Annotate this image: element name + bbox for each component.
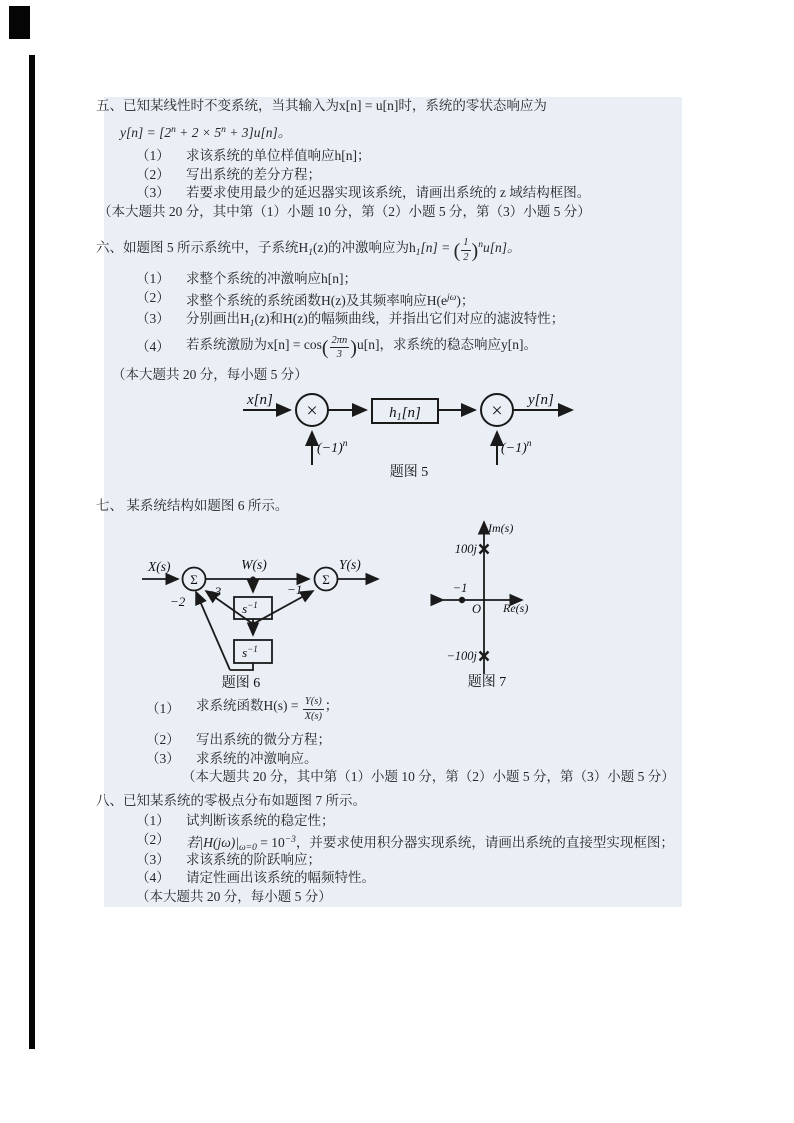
- fig7-origin-label: O: [472, 602, 482, 616]
- fig7-im-axis-label: Im(s): [488, 521, 514, 535]
- fig7-zero-marker: [459, 597, 465, 603]
- question-7-score-note: （本大题共 20 分，其中第（1）小题 10 分，第（2）小题 5 分，第（3）小题 5 分）: [182, 769, 675, 784]
- fig5-output-label: y[n]: [528, 392, 554, 408]
- question-6-item-3: （3） 分别画出$H_1(z)$和H(z)的幅频曲线，并指出它们对应的滤波特性；: [136, 311, 565, 329]
- figure-6-svg: [140, 553, 385, 693]
- fig5-multiply-icon: ×: [306, 400, 318, 422]
- question-5-item-1: （1） 求该系统的单位样值响应h[n]；: [136, 148, 371, 163]
- question-8-score-note: （本大题共 20 分，每小题 5 分）: [136, 888, 332, 904]
- fig5-multiply-icon: ×: [491, 400, 503, 422]
- question-5-item-2: （2） 写出系统的差分方程；: [136, 166, 321, 182]
- question-5-score-note: （本大题共 20 分，其中第（1）小题 10 分，第（2）小题 5 分，第（3）小题 5 分）: [98, 203, 591, 219]
- fig6-gain-minus1: −1: [287, 582, 303, 597]
- fig6-sigma-icon: Σ: [190, 572, 198, 587]
- question-8-item-2: （2） 若$|H(j\omega)|_{\omega=0} = 10^{-3}$，并要求使用积分器实现系统，请画出系统的直接型实现框图；: [136, 831, 674, 853]
- fig6-input-label: X(s): [148, 559, 171, 574]
- question-5-formula: $y[n] = [2^n + 2 \times 5^n + 3]u[n]$。: [120, 125, 292, 140]
- question-5-heading: 五、已知某线性时不变系统，当其输入为x[n] = u[n]时，系统的零状态响应为: [96, 98, 547, 113]
- fig6-caption: 题图 6: [221, 676, 261, 691]
- fig6-feedforward-wire: [253, 591, 313, 624]
- fig6-node-dot-2: [250, 621, 255, 626]
- fig6-integrator-1-label: $s^{-1}$: [242, 600, 258, 616]
- question-7-item-2: （2） 写出系统的微分方程；: [146, 732, 331, 747]
- question-7-heading: 七、 某系统结构如题图 6 所示。: [96, 498, 289, 513]
- question-8-heading: 八、已知某系统的零极点分布如题图 7 所示。: [96, 793, 366, 808]
- figure-5-svg: [238, 386, 583, 481]
- fig6-gain-minus3: −3: [206, 584, 222, 599]
- fig6-output-label: Y(s): [339, 557, 361, 572]
- fig6-feedback-a-wire: [230, 663, 253, 670]
- question-6-item-1: （1） 求整个系统的冲激响应h[n]；: [136, 271, 357, 286]
- question-6-heading: 六、如题图 5 所示系统中，子系统$H_1(z)$的冲激响应为$h_1[n]$ = ( $\frac{1}{2}$ )$^n$u[n]。: [96, 237, 521, 263]
- fig7-re-axis-label: Re(s): [503, 601, 529, 615]
- question-8: [96, 791, 674, 906]
- question-8-item-1: （1） 试判断该系统的稳定性；: [136, 813, 335, 828]
- question-6-item-2: （2） 求整个系统的系统函数H(z)及其频率响应$H(e^{j\omega})$；: [136, 289, 475, 308]
- question-5: [96, 96, 591, 221]
- fig7-pole-lower-label: −100j: [446, 649, 477, 663]
- question-5-item-3: （3） 若要求使用最少的延迟器实现该系统，请画出系统的 z 域结构框图。: [136, 185, 591, 200]
- fig5-h1-label: $h_1[n]$: [389, 405, 421, 423]
- scan-artifact-edge-bar: [29, 55, 35, 1049]
- fig6-sigma-icon: Σ: [322, 572, 330, 587]
- question-7-item-1: （1） 求系统函数H(s) = $\frac{Y(s)}{X(s)}$ ；: [146, 696, 339, 722]
- question-6-score-note: （本大题共 20 分，每小题 5 分）: [112, 366, 308, 382]
- fig6-integrator-2-label: $s^{-1}$: [242, 644, 258, 660]
- fig6-gain-minus2: −2: [170, 594, 186, 609]
- figure-7-svg: [433, 508, 558, 693]
- fig5-modulator-label-2: $(-1)^n$: [501, 439, 532, 456]
- fig5-input-label: x[n]: [247, 392, 273, 408]
- question-6: [96, 236, 564, 384]
- question-8-item-3: （3） 求该系统的阶跃响应；: [136, 851, 321, 867]
- question-6-item-4: （4） 若系统激励为x[n] = cos( $\frac{2\pi n}{3}$ )u[n]，求系统的稳态响应y[n]。: [136, 334, 537, 360]
- fig6-mid-label: W(s): [241, 557, 267, 572]
- question-7-heading-block: [96, 496, 288, 515]
- fig7-pole-upper-label: 100j: [454, 542, 477, 556]
- fig5-modulator-label-1: $(-1)^n$: [317, 439, 348, 456]
- question-8-item-4: （4） 请定性画出该系统的幅频特性。: [136, 870, 375, 885]
- fig5-caption: 题图 5: [389, 465, 429, 480]
- scan-artifact-corner-block: [9, 6, 30, 39]
- fig7-caption: 题图 7: [467, 675, 507, 690]
- question-7-item-3: （3） 求系统的冲激响应。: [146, 750, 318, 766]
- fig7-zero-label: −1: [452, 581, 468, 595]
- question-7-items: [146, 695, 675, 787]
- fig6-node-dot-1: [250, 576, 255, 581]
